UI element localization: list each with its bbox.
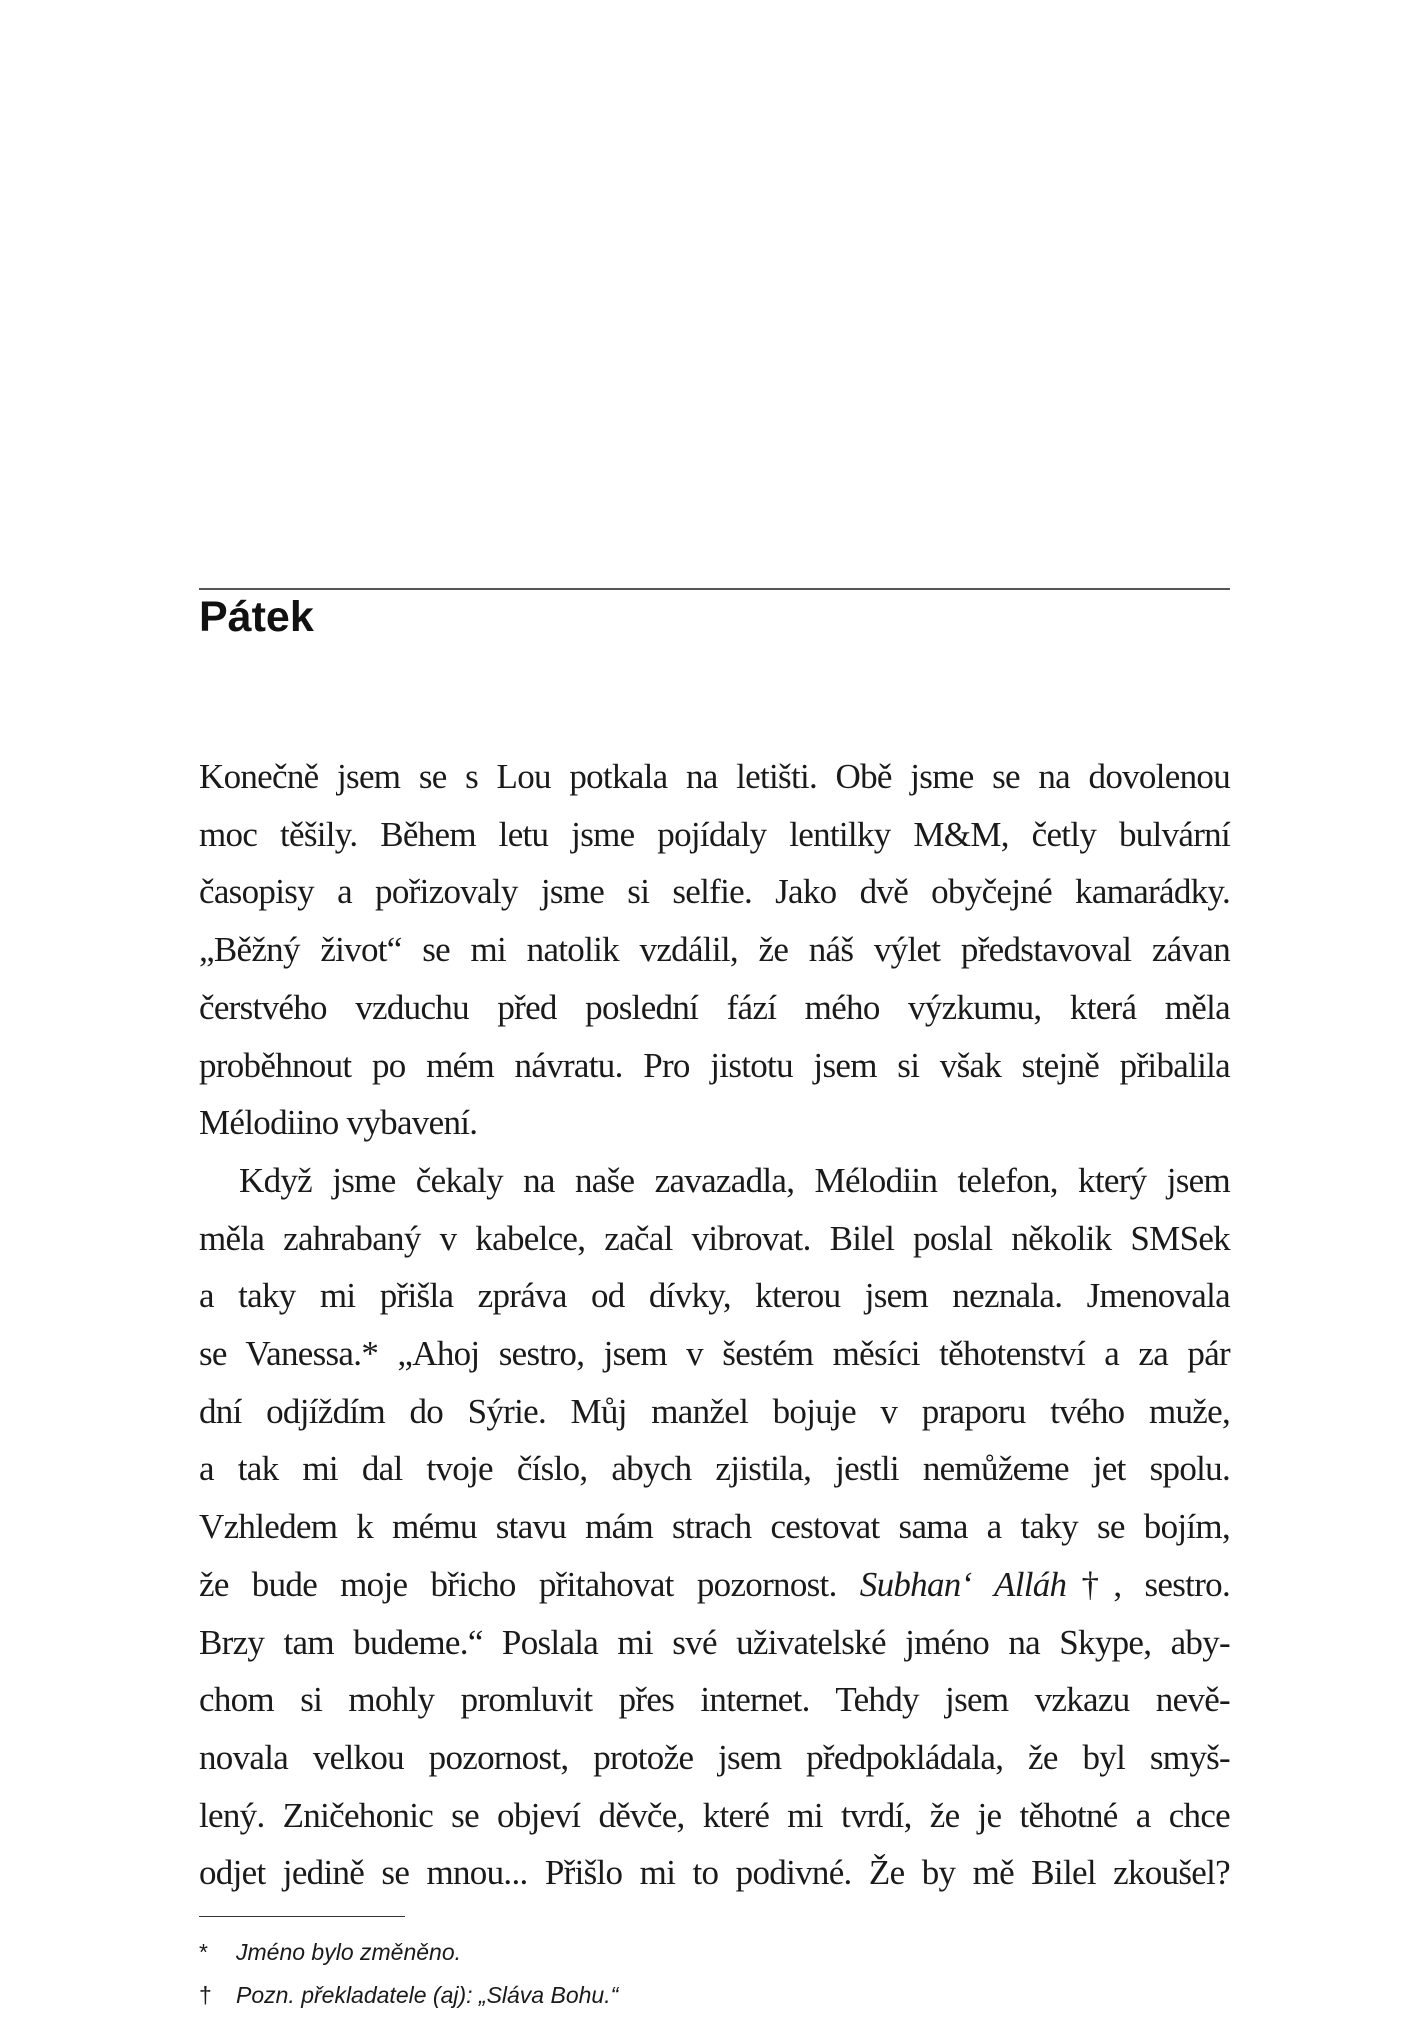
text-line: lený. Zničehonic se objeví děvče, které mi tvrdí, že je těhotné a chce: [199, 1795, 1230, 1835]
text-line: a taky mi přišla zpráva od dívky, kterou jsem neznala. Jmenovala: [199, 1276, 1230, 1316]
text-line: „Běžný život“ se mi natolik vzdálil, že náš výlet představoval závan: [199, 930, 1230, 970]
chapter-top-rule: [199, 588, 1230, 590]
text-line: odjet jedině se mnou... Přišlo mi to podivné. Že by mě Bilel zkoušel?: [199, 1853, 1230, 1893]
body-text: [199, 748, 1230, 1902]
page: [199, 0, 1230, 2017]
footnote-text: Jméno bylo změněno.: [236, 1939, 462, 1966]
text-line: chom si mohly promluvit přes internet. Tehdy jsem vzkazu nevě-: [199, 1680, 1230, 1720]
text-line: proběhnout po mém návratu. Pro jistotu jsem si však stejně přibalila: [199, 1045, 1230, 1085]
text-line: Když jsme čekaly na naše zavazadla, Mélodiin telefon, který jsem: [239, 1160, 1230, 1200]
text-line: Brzy tam budeme.“ Poslala mi své uživatelské jméno na Skype, aby-: [199, 1622, 1230, 1662]
footnote-text: Pozn. překladatele (aj): „Sláva Bohu.“: [236, 1982, 619, 2009]
text-line: měla zahrabaný v kabelce, začal vibrovat. Bilel poslal několik SMSek: [199, 1218, 1230, 1258]
text-line: dní odjíždím do Sýrie. Můj manžel bojuje v praporu tvého muže,: [199, 1391, 1230, 1431]
chapter-heading: Pátek: [199, 593, 314, 641]
footnote-mark: *: [199, 1939, 208, 1966]
text-line: [199, 1556, 1230, 1614]
text-line: a tak mi dal tvoje číslo, abych zjistila, jestli nemůžeme jet spolu.: [199, 1449, 1230, 1489]
text-line: novala velkou pozornost, protože jsem předpokládala, že byl smyš-: [199, 1737, 1230, 1777]
text-line: Vzhledem k mému stavu mám strach cestovat sama a taky se bojím,: [199, 1507, 1230, 1547]
text-segment: †, sestro.: [1066, 1564, 1230, 1604]
text-line: moc těšily. Během letu jsme pojídaly lentilky M&M, četly bulvární: [199, 814, 1230, 854]
text-line: čerstvého vzduchu před poslední fází mého výzkumu, která měla: [199, 987, 1230, 1027]
footnote-mark: †: [199, 1982, 212, 2009]
footnote: [199, 1974, 1230, 2017]
footnotes: [199, 1931, 1230, 2017]
text-segment: že bude moje břicho přitahovat pozornost.: [199, 1564, 860, 1604]
text-line: se Vanessa.* „Ahoj sestro, jsem v šestém měsíci těhotenství a za pár: [199, 1334, 1230, 1374]
text-line: časopisy a pořizovaly jsme si selfie. Jako dvě obyčejné kamarádky.: [199, 872, 1230, 912]
text-line: Konečně jsem se s Lou potkala na letišti. Obě jsme se na dovolenou: [199, 757, 1230, 796]
footnote-rule: [199, 1916, 405, 1917]
italic-phrase: Subhan‘ Alláh: [859, 1564, 1067, 1604]
text-line: Mélodiino vybavení.: [199, 1103, 478, 1143]
footnote: [199, 1931, 1230, 1974]
